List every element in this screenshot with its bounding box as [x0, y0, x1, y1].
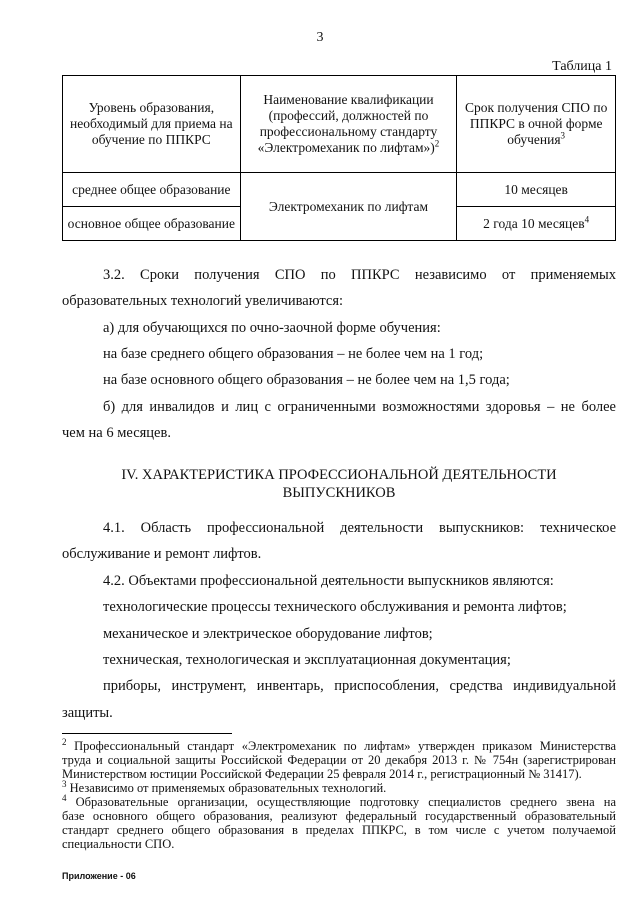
footnote-3: $^3$ Независимо от применяемых образовательных технологий. [62, 778, 387, 795]
footnote-4: $^4$ Образовательные организации, осуществляющие подготовку специалистов среднего звена на [62, 792, 616, 809]
footnote-2: $^2$ Профессиональный стандарт «Электромеханик по лифтам» утвержден приказом Министерства [62, 736, 617, 753]
section-title: IV. ХАРАКТЕРИСТИКА ПРОФЕССИОНАЛЬНОЙ ДЕЯТЕЛЬНОСТИ [121, 467, 557, 483]
paragraph-3-2-cont: образовательных технологий увеличиваются: [62, 293, 344, 309]
table-cell-qualification: Электромеханик по лифтам [240, 173, 457, 241]
footnote-2-line: труда и социальной защиты Российской Федерации от 20 декабря 2013 г. № 754н (зарегистрирован [62, 753, 616, 767]
table-cell-term: 10 месяцев [457, 173, 616, 207]
qualification-table [62, 75, 616, 241]
footnote-ref: 4 [584, 214, 590, 224]
footnote-4-line: базе основного общего образования, реализуют федеральный государственный образовательный [62, 809, 616, 823]
object-item: приборы, инструмент, инвентарь, приспособления, средства индивидуальной [103, 678, 616, 694]
object-item-cont: защиты. [62, 705, 113, 721]
paragraph-a-2: на базе основного общего образования – не более чем на 1,5 года; [103, 372, 510, 388]
paragraph-b: б) для инвалидов и лиц с ограниченными возможностями здоровья – не более [103, 399, 616, 415]
object-item: техническая, технологическая и эксплуатационная документация; [103, 652, 511, 668]
paragraph-4-1-cont: обслуживание и ремонт лифтов. [62, 546, 262, 562]
paragraph-b-cont: чем на 6 месяцев. [62, 425, 171, 441]
object-item: технологические процессы технического обслуживания и ремонта лифтов; [103, 599, 567, 615]
page-footer: Приложение - 06 [62, 871, 136, 881]
object-item: механическое и электрическое оборудование лифтов; [103, 626, 433, 642]
footnote-ref: 3 [560, 130, 566, 141]
table-cell-level: основное общее образование [63, 207, 241, 241]
footnote-separator [62, 733, 232, 734]
table-header-qualification: Наименование квалификации (профессий, должностей по профессиональному стандарту «Электромеханик по лифтам»)$^2$ [240, 76, 457, 173]
table-label: Таблица 1 [552, 59, 612, 74]
paragraph-4-1: 4.1. Область профессиональной деятельности выпускников: техническое [103, 520, 616, 536]
footnote-4-line: специальности СПО. [62, 837, 175, 851]
paragraph-a-1: на базе среднего общего образования – не более чем на 1 год; [103, 346, 484, 362]
table-row [63, 173, 616, 207]
page-number: 3 [316, 30, 324, 45]
table-header-level: Уровень образования, необходимый для приема на обучение по ППКРС [63, 76, 241, 173]
paragraph-4-2: 4.2. Объектами профессиональной деятельности выпускников являются: [103, 573, 554, 589]
table-cell-term: 2 года 10 месяцев$^4$ [457, 207, 616, 241]
table-cell-level: среднее общее образование [63, 173, 241, 207]
footnote-4-line: стандарт среднего общего образования в пределах ППКРС, в том числе с учетом получаемой [62, 823, 616, 837]
paragraph-3-2: 3.2. Сроки получения СПО по ППКРС независимо от применяемых [103, 267, 616, 283]
table-header-row [63, 76, 616, 173]
section-title-cont: ВЫПУСКНИКОВ [282, 485, 396, 501]
footnote-ref: 2 [434, 138, 440, 149]
table-header-term: Срок получения СПО по ППКРС в очной форме обучения$^3$ [457, 76, 616, 173]
footnote-2-line: Министерством юстиции Российской Федерации 25 февраля 2014 г., регистрационный № 31417). [62, 767, 582, 781]
paragraph-a: а) для обучающихся по очно-заочной форме обучения: [103, 320, 441, 336]
